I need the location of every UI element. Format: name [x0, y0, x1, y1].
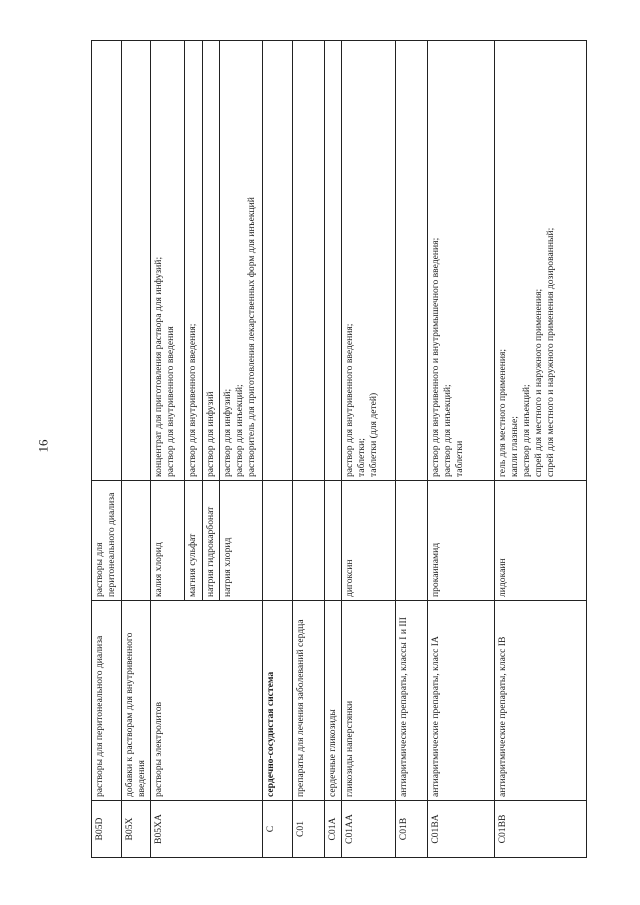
table-row: [341, 41, 395, 858]
drug-name-cell: прокаинамид: [428, 481, 494, 601]
dosage-form-cell: [324, 41, 341, 481]
atc-group-cell: растворы для перитонеального диализа: [92, 601, 122, 801]
atc-group-cell: антиаритмические препараты, класс IB: [494, 601, 586, 801]
table-row: [396, 41, 428, 858]
atc-group-cell: препараты для лечения заболеваний сердца: [292, 601, 324, 801]
drug-name-cell: [396, 481, 428, 601]
atc-group-cell: добавки к растворам для внутривенного введения: [122, 601, 151, 801]
dosage-form-cell: [292, 41, 324, 481]
page-number: 16: [35, 439, 51, 453]
drug-name-cell: [122, 481, 151, 601]
atc-group-cell: антиаритмические препараты, классы I и III: [396, 601, 428, 801]
dosage-form-cell: раствор для инфузий; раствор для инъекций; растворитель для приготовления лекарственных форм для инъекций: [220, 41, 262, 481]
dosage-form-cell: раствор для внутривенного введения; таблетки; таблетки (для детей): [341, 41, 395, 481]
dosage-form-cell: [92, 41, 122, 481]
drug-name-cell: натрия хлорид: [220, 481, 262, 601]
dosage-form-cell: раствор для инфузий: [203, 41, 220, 481]
atc-group-cell: сердечные гликозиды: [324, 601, 341, 801]
drug-name-cell: [292, 481, 324, 601]
atc-code-cell: B05XA: [151, 801, 262, 858]
atc-group-cell: сердечно-сосудистая система: [262, 601, 292, 801]
drug-name-cell: магния сульфат: [185, 481, 203, 601]
table-row: [262, 41, 292, 858]
dosage-form-cell: гель для местного применения; капли глазные; раствор для инъекций; спрей для местного и наружного применения; спрей для местного и наружного применения дозированный;: [494, 41, 586, 481]
dosage-form-cell: раствор для внутривенного и внутримышечного введения; раствор для инъекций; таблетки: [428, 41, 494, 481]
table-row: [428, 41, 494, 858]
dosage-form-cell: [262, 41, 292, 481]
atc-code-cell: B05D: [92, 801, 122, 858]
atc-code-cell: C01AA: [341, 801, 395, 858]
table-row: [92, 41, 122, 858]
table-row: [122, 41, 151, 858]
document-page-rotated: [91, 41, 587, 858]
dosage-form-cell: [396, 41, 428, 481]
atc-code-cell: C01A: [324, 801, 341, 858]
atc-group-cell: антиаритмические препараты, класс IA: [428, 601, 494, 801]
table-row: [324, 41, 341, 858]
atc-code-cell: C01BB: [494, 801, 586, 858]
atc-group-cell: гликозиды наперстянки: [341, 601, 395, 801]
drug-name-cell: [324, 481, 341, 601]
atc-code-cell: C01BA: [428, 801, 494, 858]
table-row: [292, 41, 324, 858]
atc-code-cell: C01: [292, 801, 324, 858]
atc-code-cell: C: [262, 801, 292, 858]
dosage-form-cell: концентрат для приготовления раствора для инфузий; раствор для внутривенного введения: [151, 41, 185, 481]
table-row: [151, 41, 185, 858]
atc-code-cell: B05X: [122, 801, 151, 858]
dosage-form-cell: раствор для внутривенного введения;: [185, 41, 203, 481]
atc-code-cell: C01B: [396, 801, 428, 858]
medication-table: [91, 40, 587, 858]
dosage-form-cell: [122, 41, 151, 481]
drug-name-cell: дигоксин: [341, 481, 395, 601]
atc-group-cell: растворы электролитов: [151, 601, 262, 801]
drug-name-cell: [262, 481, 292, 601]
drug-name-cell: лидокаин: [494, 481, 586, 601]
table-body: [92, 41, 587, 858]
drug-name-cell: растворы для перитонеального диализа: [92, 481, 122, 601]
drug-name-cell: натрия гидрокарбонат: [203, 481, 220, 601]
drug-name-cell: калия хлорид: [151, 481, 185, 601]
table-row: [494, 41, 586, 858]
